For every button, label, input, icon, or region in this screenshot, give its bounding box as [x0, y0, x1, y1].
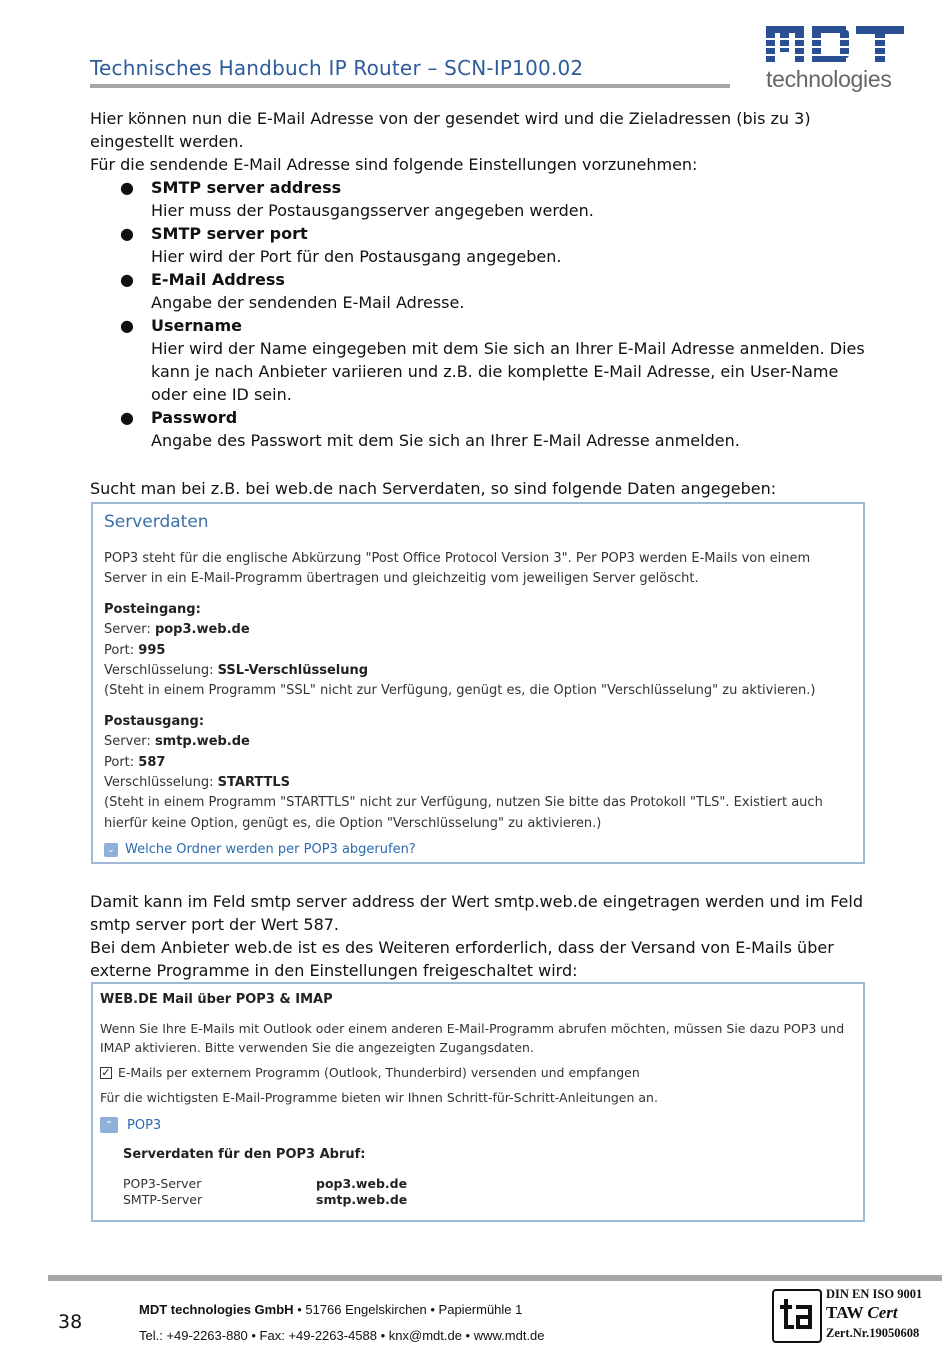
outgoing-encryption: STARTTLS: [217, 775, 291, 791]
list-item-term: SMTP server address: [151, 178, 342, 197]
list-item: [90, 268, 870, 314]
iso-certificate-badge: [772, 1286, 940, 1346]
company-name: MDT technologies GmbH: [139, 1302, 294, 1317]
result-paragraph: [90, 890, 870, 982]
incoming-server: pop3.web.de: [154, 622, 250, 638]
checkbox-label: E-Mails per externem Programm (Outlook, Thunderbird) versenden und empfangen: [118, 1065, 640, 1080]
cert-issuer: [826, 1302, 922, 1324]
list-item-desc: Hier muss der Postausgangsserver angegeben werden.: [151, 201, 594, 220]
bullet-icon: ●: [120, 224, 134, 243]
panel-title: Serverdaten: [104, 512, 209, 532]
external-program-checkbox[interactable]: [100, 1065, 856, 1080]
intro-line-1: Hier können nun die E-Mail Adresse von der gesendet wird und die Zieladressen (bis zu 3) eingestellt werden.: [90, 109, 811, 151]
list-item: [90, 314, 870, 406]
row-key: SMTP-Server: [123, 1192, 203, 1207]
pop3-subheading: Serverdaten für den POP3 Abruf:: [123, 1147, 366, 1162]
incoming-port: 995: [138, 642, 166, 658]
table-row: [123, 1192, 856, 1208]
outgoing-section: [104, 712, 852, 834]
mdt-logo: [764, 22, 914, 96]
serverdata-intro: Sucht man bei z.B. bei web.de nach Serverdaten, so sind folgende Daten angegeben:: [90, 479, 777, 498]
panel-description: POP3 steht für die englische Abkürzung "Post Office Protocol Version 3". Per POP3 werden E-Mails von einem Server in ein E-Mail-Programm übertragen und gleichzeitig vom jeweiligen Server gelöscht.: [104, 551, 811, 587]
list-item-term: E-Mail Address: [151, 270, 285, 289]
list-item-desc: Angabe der sendenden E-Mail Adresse.: [151, 293, 465, 312]
list-item: [90, 176, 870, 222]
chevron-down-icon: ⌄: [104, 843, 118, 857]
document-title: Technisches Handbuch IP Router – SCN-IP100.02: [90, 56, 584, 80]
panel-title: WEB.DE Mail über POP3 & IMAP: [100, 992, 333, 1007]
webde-settings-panel: [91, 982, 865, 1222]
server-table: [123, 1176, 856, 1208]
outgoing-server: smtp.web.de: [154, 734, 250, 750]
logo-subtitle: technologies: [766, 66, 892, 92]
label: Port:: [104, 642, 135, 658]
checkbox-checked-icon[interactable]: ✓: [101, 1065, 111, 1079]
footer-divider: [48, 1275, 942, 1281]
intro-paragraph: [90, 107, 870, 176]
intro-line-2: Für die sendende E-Mail Adresse sind folgende Einstellungen vorzunehmen:: [90, 155, 698, 174]
list-item-desc: Hier wird der Port für den Postausgang angegeben.: [151, 247, 562, 266]
row-key: POP3-Server: [123, 1176, 202, 1191]
list-item: [90, 222, 870, 268]
chevron-up-icon: ⌃: [100, 1117, 118, 1133]
bullet-icon: ●: [120, 270, 134, 289]
label: Verschlüsselung:: [104, 663, 214, 679]
instructions-text: Für die wichtigsten E-Mail-Programme bieten wir Ihnen Schritt-für-Schritt-Anleitungen an.: [100, 1090, 658, 1105]
list-item-desc: Hier wird der Name eingegeben mit dem Sie sich an Ihrer E-Mail Adresse anmelden. Dies kann je nach Anbieter variieren und z.B. die komplette E-Mail Adresse, ein User-Name oder eine ID sein.: [151, 339, 865, 404]
cert-issuer-name: TAW: [826, 1303, 864, 1322]
title-divider: [90, 84, 730, 88]
mdt-logo-mark: [764, 22, 908, 66]
section-label: POP3: [127, 1117, 162, 1133]
list-item-term: Username: [151, 316, 242, 335]
outgoing-port: 587: [138, 754, 166, 770]
list-item-term: Password: [151, 408, 238, 427]
panel-description: Wenn Sie Ihre E-Mails mit Outlook oder einem anderen E-Mail-Programm abrufen möchten, müssen Sie dazu POP3 und IMAP aktivieren. Bitte verwenden Sie die angezeigten Zugangsdaten.: [100, 1021, 845, 1055]
bullet-icon: ●: [120, 408, 134, 427]
incoming-heading: Posteingang:: [104, 601, 201, 617]
row-value: pop3.web.de: [316, 1176, 408, 1191]
row-value: smtp.web.de: [316, 1192, 408, 1207]
incoming-encryption: SSL-Verschlüsselung: [217, 663, 369, 679]
label: Verschlüsselung:: [104, 775, 214, 791]
label: Server:: [104, 734, 151, 750]
result-line-1: Damit kann im Feld smtp server address der Wert smtp.web.de eingetragen werden und im Feld smtp server port der Wert 587.: [90, 892, 863, 934]
incoming-section: [104, 600, 852, 702]
cert-standard: DIN EN ISO 9001: [826, 1287, 923, 1301]
bullet-icon: ●: [120, 178, 134, 197]
result-line-2: Bei dem Anbieter web.de ist es des Weiteren erforderlich, dass der Versand von E-Mails über externe Programme in den Einstellungen freigeschaltet wird:: [90, 938, 834, 980]
link-label: Welche Ordner werden per POP3 abgerufen?: [125, 842, 416, 857]
list-item: [90, 406, 870, 452]
footer-address-line: [139, 1302, 522, 1317]
company-address: • 51766 Engelskirchen • Papiermühle 1: [297, 1302, 523, 1317]
label: Port:: [104, 754, 135, 770]
cert-number: Zert.Nr.19050608: [826, 1326, 920, 1340]
list-item-desc: Angabe des Passwort mit dem Sie sich an Ihrer E-Mail Adresse anmelden.: [151, 431, 740, 450]
outgoing-note: (Steht in einem Programm "STARTTLS" nicht zur Verfügung, nutzen Sie bitte das Protokoll "TLS". Existiert auch hierfür keine Option, genügt es, die Option "Verschlüsselung" zu aktivieren.): [104, 795, 823, 831]
certificate-text: [826, 1286, 922, 1342]
serverdaten-panel: [91, 502, 865, 864]
cert-issuer-suffix: Cert: [867, 1303, 898, 1322]
bullet-icon: ●: [120, 316, 134, 335]
settings-list: [90, 176, 870, 452]
footer-contact-line: Tel.: +49-2263-880 • Fax: +49-2263-4588 • knx@mdt.de • www.mdt.de: [139, 1328, 545, 1343]
taw-logo-icon: [772, 1289, 822, 1343]
incoming-note: (Steht in einem Programm "SSL" nicht zur Verfügung, genügt es, die Option "Verschlüsselung" zu aktivieren.): [104, 683, 816, 699]
table-row: [123, 1176, 856, 1192]
pop3-section-toggle[interactable]: [100, 1117, 856, 1133]
pop3-folders-link[interactable]: [104, 842, 416, 857]
page-number: 38: [58, 1311, 83, 1333]
list-item-term: SMTP server port: [151, 224, 308, 243]
label: Server:: [104, 622, 151, 638]
outgoing-heading: Postausgang:: [104, 713, 205, 729]
